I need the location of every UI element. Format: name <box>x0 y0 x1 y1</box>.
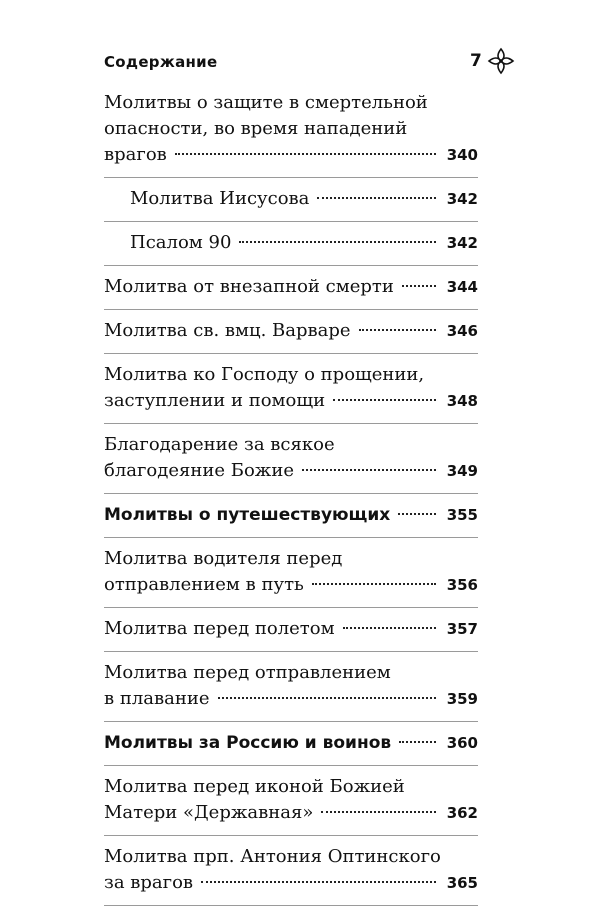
entry-page-number: 344 <box>446 278 478 296</box>
entry-page-number: 359 <box>446 690 478 708</box>
toc-entry[interactable] <box>104 616 478 652</box>
dot-leader <box>312 583 436 585</box>
entry-title-line: Молитва от внезапной смерти <box>104 276 394 297</box>
dot-leader <box>218 697 436 699</box>
dot-leader <box>398 513 436 515</box>
entry-last-line <box>130 186 478 212</box>
entry-title-line: Молитва Иисусова <box>130 188 310 209</box>
entry-title-line: Псалом 90 <box>130 232 232 253</box>
entry-page-number: 346 <box>446 322 478 340</box>
entry-page-number: 355 <box>446 506 478 524</box>
entry-title-line: Молитвы о защите в смертельной <box>104 92 428 113</box>
page-header <box>104 50 514 80</box>
entry-page-number: 342 <box>446 234 478 252</box>
toc-entry[interactable] <box>104 90 478 178</box>
dot-leader <box>402 285 436 287</box>
toc-entry[interactable] <box>104 844 478 906</box>
toc-entry[interactable] <box>104 774 478 836</box>
entry-title-line: Молитва ко Господу о прощении, <box>104 364 425 385</box>
entry-title-line: за врагов <box>104 872 194 893</box>
entry-page-number: 348 <box>446 392 478 410</box>
ornament-icon <box>486 46 516 76</box>
table-of-contents <box>104 90 478 914</box>
entry-title-line: Молитва перед отправлением <box>104 662 391 683</box>
entry-last-line <box>104 458 478 484</box>
entry-last-line <box>104 616 478 642</box>
dot-leader <box>359 329 436 331</box>
entry-title-line: Молитва перед полетом <box>104 618 335 639</box>
toc-entry[interactable] <box>104 186 478 222</box>
entry-title-line: Матери «Державная» <box>104 802 314 823</box>
toc-entry[interactable] <box>104 274 478 310</box>
dot-leader <box>239 241 436 243</box>
entry-title-line: врагов <box>104 144 167 165</box>
toc-entry[interactable] <box>104 230 478 266</box>
entry-last-line <box>104 388 478 414</box>
entry-last-line <box>104 142 478 168</box>
entry-page-number: 365 <box>446 874 478 892</box>
entry-title-line: Молитвы за Россию и воинов <box>104 733 392 753</box>
entry-last-line <box>104 502 478 528</box>
dot-leader <box>302 469 436 471</box>
entry-title-line: Молитвы о путешествующих <box>104 505 391 525</box>
toc-entry[interactable] <box>104 546 478 608</box>
entry-title-line: благодеяние Божие <box>104 460 295 481</box>
entry-page-number: 356 <box>446 576 478 594</box>
dot-leader <box>333 399 436 401</box>
dot-leader <box>321 811 436 813</box>
entry-title-line: заступлении и помощи <box>104 390 326 411</box>
entry-page-number: 340 <box>446 146 478 164</box>
dot-leader <box>399 741 436 743</box>
entry-title-line: опасности, во время нападений <box>104 118 408 139</box>
entry-title-line: Благодарение за всякое <box>104 434 335 455</box>
entry-page-number: 362 <box>446 804 478 822</box>
toc-entry[interactable] <box>104 432 478 494</box>
entry-page-number: 360 <box>446 734 478 752</box>
entry-last-line <box>130 230 478 256</box>
dot-leader <box>317 197 436 199</box>
entry-page-number: 349 <box>446 462 478 480</box>
dot-leader <box>343 627 436 629</box>
entry-title-line: Молитва св. вмц. Варваре <box>104 320 351 341</box>
entry-title-line: Молитва водителя перед <box>104 548 343 569</box>
dot-leader <box>201 881 436 883</box>
entry-last-line <box>104 572 478 598</box>
toc-entry[interactable] <box>104 502 478 538</box>
entry-page-number: 357 <box>446 620 478 638</box>
entry-page-number: 342 <box>446 190 478 208</box>
entry-last-line <box>104 274 478 300</box>
entry-last-line <box>104 730 478 756</box>
toc-entry[interactable] <box>104 660 478 722</box>
entry-last-line <box>104 800 478 826</box>
toc-entry[interactable] <box>104 730 478 766</box>
entry-last-line <box>104 870 478 896</box>
toc-entry[interactable] <box>104 318 478 354</box>
entry-title-line: Молитва прп. Антония Оптинского <box>104 846 441 867</box>
page-number: 7 <box>470 51 482 71</box>
entry-title-line: отправлением в путь <box>104 574 304 595</box>
entry-title-line: Молитва перед иконой Божией <box>104 776 405 797</box>
toc-entry[interactable] <box>104 362 478 424</box>
entry-last-line <box>104 686 478 712</box>
entry-last-line <box>104 318 478 344</box>
section-title: Содержание <box>104 53 218 71</box>
entry-title-line: в плавание <box>104 688 210 709</box>
dot-leader <box>175 153 436 155</box>
